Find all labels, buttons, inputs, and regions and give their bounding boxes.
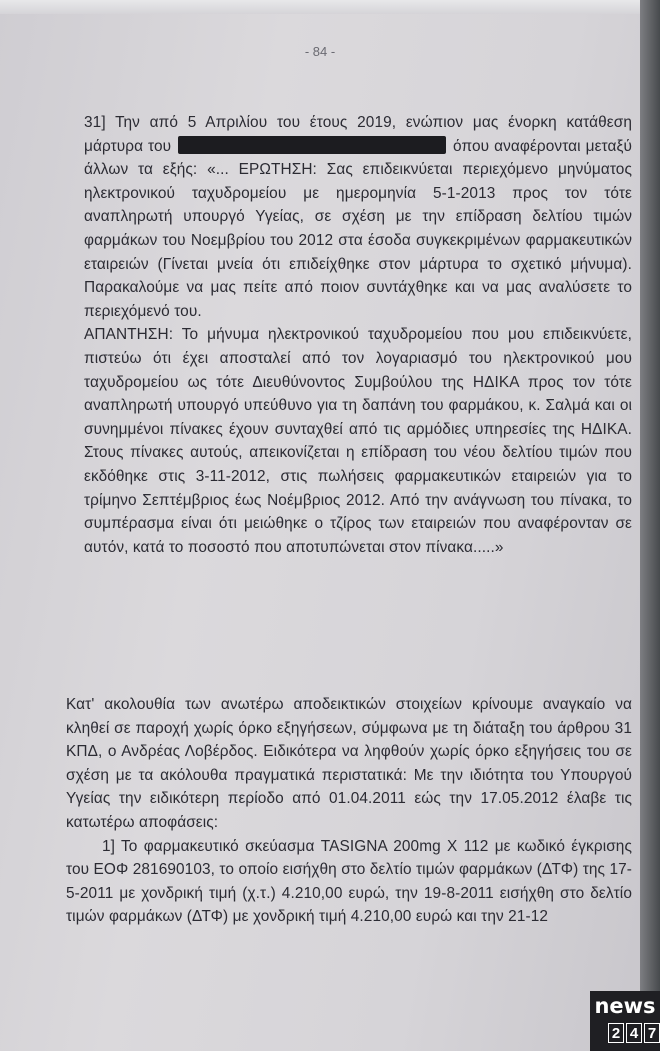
logo-digit: 2 [608,1023,624,1043]
question-paragraph [66,111,632,323]
answer-paragraph: ΑΠΑΝΤΗΣΗ: Το μήνυμα ηλεκτρονικού ταχυδρομείου που μου επιδεικνύετε, πιστεύω ότι έχει αποσταλεί από τον λογαριασμό του ηλεκτρονικού μου ταχυδρομείου ως τότε Διευθύνοντος Συμβούλου της ΗΔΙΚΑ προς τον τότε αναπληρωτή υπουργό υπεύθυνο για τη δαπάνη του φαρμάκου, κ. Σαλμά και οι συνημμένοι πίνακες έχουν συνταχθεί από τις αρμόδιες υπηρεσίες της ΗΔΙΚΑ. Στους πίνακες αυτούς, απεικονίζεται η επίδραση του νέου δελτίου τιμών που εκδόθηκε στις 3-11-2012, στις πωλήσεις φαρμακευτικών εταιρειών για το τρίμηνο Σεπτέμβριος έως Νοέμβριος 2012. Από την ανάγνωση του πίνακα, το συμπέρασμα είναι ότι μειώθηκε ο τζίρος των εταιρειών που αναφέρονταν σε αυτόν, κατά το ποσοστό που αποτυπώνεται στον πίνακα.....» [84,326,632,556]
redaction-bar [178,136,446,154]
background-strip [640,0,660,1051]
testimony-section [66,111,632,559]
conclusion-section [66,693,632,929]
decision-item-1: 1] Το φαρμακευτικό σκεύασμα TASIGNA 200mg X 112 με κωδικό έγκρισης του ΕΟΦ 281690103, το οποίο εισήχθη στο δελτίο τιμών φαρμάκων (ΔΤΦ) της 17-5-2011 με χονδρική τιμή (χ.τ.) 4.210,00 ευρώ, την 19-8-2011 εισήχθη στο δελτίο τιμών φαρμάκων (ΔΤΦ) με χονδρική τιμή 4.210,00 ευρώ και την 21-12 [66,837,632,926]
conclusion-paragraph: Κατ' ακολουθία των ανωτέρω αποδεικτικών στοιχείων κρίνουμε αναγκαίο να κληθεί σε παροχή χωρίς όρκο εξηγήσεων, σύμφωνα με τη διάταξη του άρθρου 31 ΚΠΔ, ο Ανδρέας Λοβέρδος. Ειδικότερα να ληφθούν χωρίς όρκο εξηγήσεις του σε σχέση με τα ακόλουθα πραγματικά περιστατικά: Με την ιδιότητα του Υπουργού Υγείας την ειδικότερη περίοδο από 01.04.2011 εώς την 17.05.2012 έλαβε τις κατωτέρω αποφάσεις: [66,696,632,831]
page-top-edge [0,0,640,14]
question-intro: 31] Την από 5 Απριλίου του έτους 2019, ενώπιον μας ένορκη κατάθεση μάρτυρα του [84,114,632,155]
logo-digit: 4 [626,1023,642,1043]
question-body: όπου αναφέρονται μεταξύ άλλων τα εξής: «... ΕΡΩΤΗΣΗ: Σας επιδεικνύεται περιεχόμενο μηνύματος ηλεκτρονικού ταχυδρομείου με ημερομηνία 5-1-2013 προς τον τότε αναπληρωτή υπουργό Υγείας, σε σχέση με την επίδραση δελτίου τιμών φαρμάκων του Νοεμβρίου του 2012 στα έσοδα συγκεκριμένων φαρμακευτικών εταιρειών (Γίνεται μνεία ότι επιδείχθηκε στον μάρτυρα το σχετικό μήνυμα). Παρακαλούμε να μας πείτε από ποιον συντάχθηκε και να μας αναλύσετε το περιεχόμενό του. [84,137,632,320]
logo-digits [608,1023,660,1043]
page-number: - 84 - [304,44,336,59]
logo-digit: 7 [644,1023,660,1043]
news247-logo [590,991,660,1051]
logo-word: news [594,994,656,1018]
